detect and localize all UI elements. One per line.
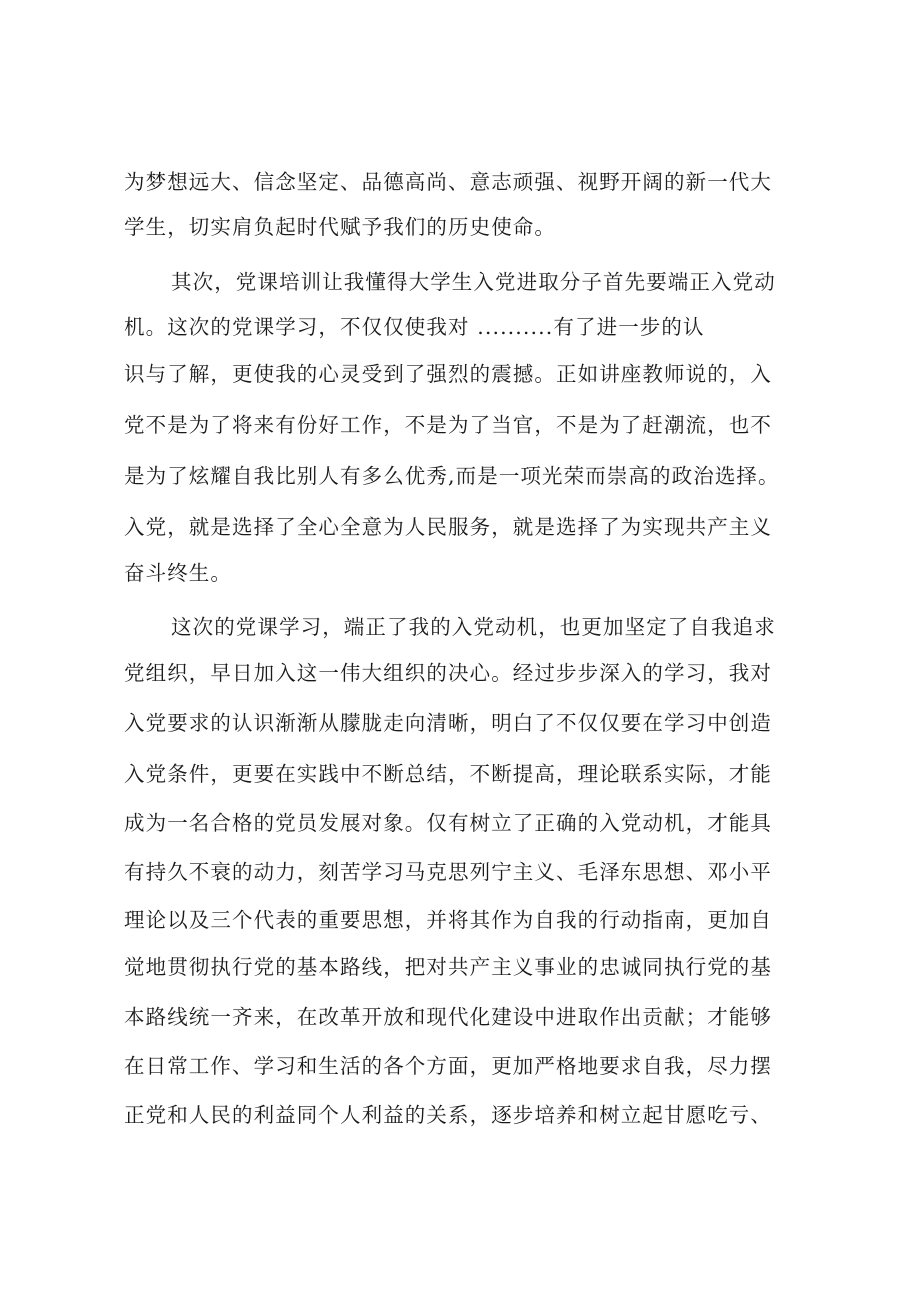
paragraph-2-line-5: 是为了炫耀自我比别人有多么优秀,而是一项光荣而崇高的政治选择。 — [124, 464, 780, 488]
paragraph-2-line-3: 识与了解，更使我的心灵受到了强烈的震撼。正如讲座教师说的，入 — [124, 362, 772, 386]
paragraph-3-line-1: 这次的党课学习，端正了我的入党动机，也更加坚定了自我追求 — [171, 615, 776, 639]
paragraph-3-line-5: 成为一名合格的党员发展对象。仅有树立了正确的入党动机，才能具 — [124, 811, 772, 835]
paragraph-3-line-6: 有持久不衰的动力，刻苦学习马克思列宁主义、毛泽东思想、邓小平 — [124, 860, 772, 884]
paragraph-3-line-10: 在日常工作、学习和生活的各个方面，更加严格地要求自我，尽力摆 — [124, 1054, 772, 1078]
paragraph-3-line-3: 入党要求的认识渐渐从朦胧走向清晰，明白了不仅仅要在学习中创造 — [124, 711, 772, 735]
paragraph-2-line-4: 党不是为了将来有份好工作，不是为了当官，不是为了赶潮流，也不 — [124, 413, 772, 437]
paragraph-2-line-6: 入党，就是选择了全心全意为人民服务，就是选择了为实现共产主义 — [124, 515, 772, 539]
paragraph-2-line-2: 机。这次的党课学习，不仅仅使我对 ..........有了进一步的认 — [124, 315, 705, 339]
paragraph-3-line-4: 入党条件，更要在实践中不断总结，不断提高，理论联系实际，才能 — [124, 762, 772, 786]
paragraph-3-line-9: 本路线统一齐来，在改革开放和现代化建设中进取作出贡献；才能够 — [124, 1005, 772, 1029]
paragraph-1-line-2: 学生，切实肩负起时代赋予我们的历史使命。 — [124, 215, 556, 239]
paragraph-3-line-2: 党组织，早日加入这一伟大组织的决心。经过步步深入的学习，我对 — [124, 661, 772, 685]
paragraph-3-line-7: 理论以及三个代表的重要思想，并将其作为自我的行动指南，更加自 — [124, 908, 772, 932]
paragraph-3-line-8: 觉地贯彻执行党的基本路线，把对共产主义事业的忠诚同执行党的基 — [124, 955, 772, 979]
paragraph-2-line-1: 其次，党课培训让我懂得大学生入党进取分子首先要端正入党动 — [171, 270, 776, 294]
paragraph-3-line-11: 正党和人民的利益同个人利益的关系，逐步培养和树立起甘愿吃亏、 — [124, 1103, 772, 1127]
paragraph-1-line-1: 为梦想远大、信念坚定、品德高尚、意志顽强、视野开阔的新一代大 — [124, 170, 772, 194]
paragraph-2-line-7: 奋斗终生。 — [124, 561, 232, 585]
